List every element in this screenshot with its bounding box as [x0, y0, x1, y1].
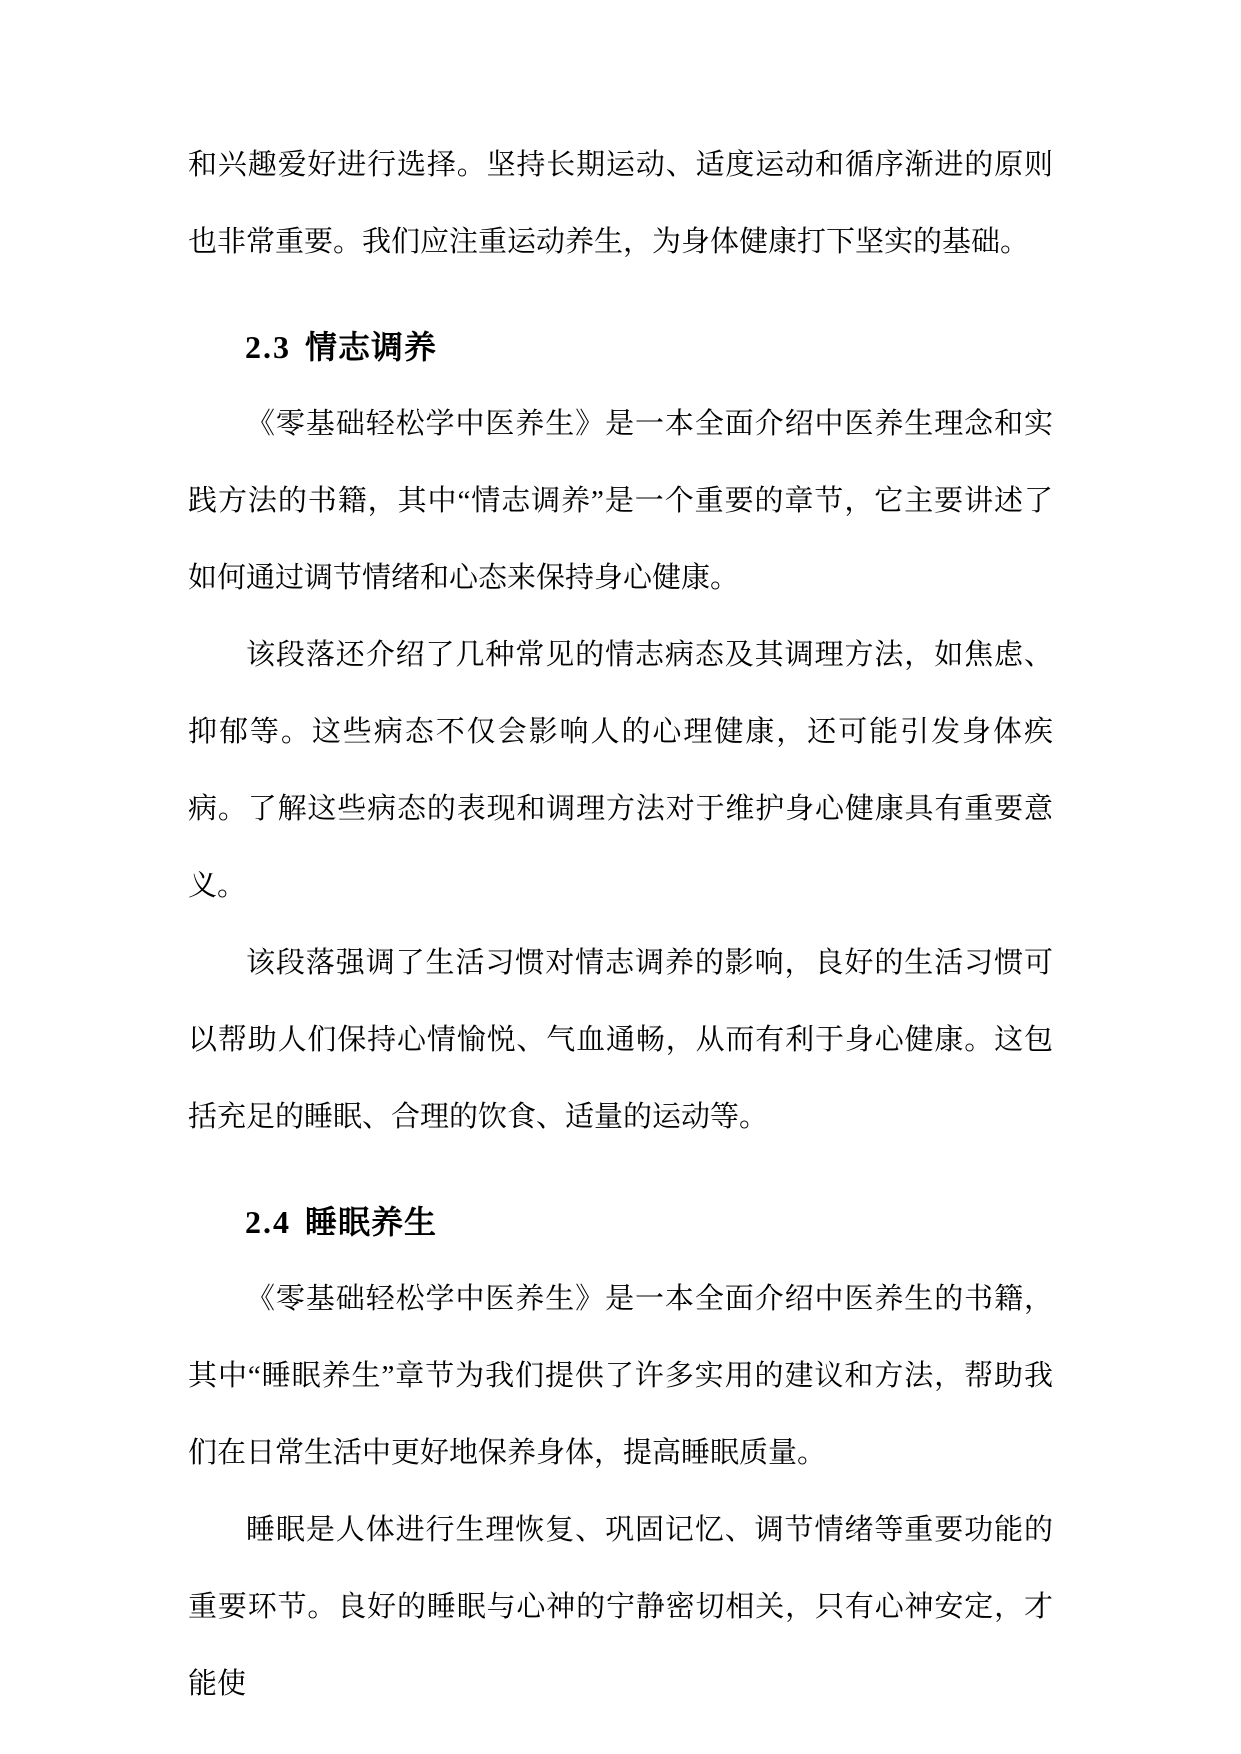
paragraph: 《零基础轻松学中医养生》是一本全面介绍中医养生理念和实践方法的书籍，其中“情志调养”是一个重要的章节，它主要讲述了如何通过调节情绪和心态来保持身心健康。 — [188, 408, 1053, 594]
heading-number: 2.3 — [245, 329, 291, 365]
section-heading-2-4 — [188, 1184, 1053, 1261]
paragraph: 睡眠是人体进行生理恢复、巩固记忆、调节情绪等重要功能的重要环节。良好的睡眠与心神的宁静密切相关，只有心神安定，才能使 — [188, 1514, 1053, 1700]
heading-title: 睡眠养生 — [305, 1204, 438, 1240]
paragraph: 该段落还介绍了几种常见的情志病态及其调理方法，如焦虑、抑郁等。这些病态不仅会影响人的心理健康，还可能引发身体疾病。了解这些病态的表现和调理方法对于维护身心健康具有重要意义。 — [188, 639, 1053, 902]
heading-title: 情志调养 — [305, 329, 438, 365]
paragraph: 该段落强调了生活习惯对情志调养的影响，良好的生活习惯可以帮助人们保持心情愉悦、气血通畅，从而有利于身心健康。这包括充足的睡眠、合理的饮食、适量的运动等。 — [188, 947, 1053, 1133]
paragraph-continuation: 和兴趣爱好进行选择。坚持长期运动、适度运动和循序渐进的原则也非常重要。我们应注重运动养生，为身体健康打下坚实的基础。 — [188, 149, 1053, 258]
paragraph: 《零基础轻松学中医养生》是一本全面介绍中医养生的书籍，其中“睡眠养生”章节为我们提供了许多实用的建议和方法，帮助我们在日常生活中更好地保养身体，提高睡眠质量。 — [188, 1283, 1053, 1469]
section-heading-2-3 — [188, 309, 1053, 386]
heading-number: 2.4 — [245, 1204, 291, 1240]
